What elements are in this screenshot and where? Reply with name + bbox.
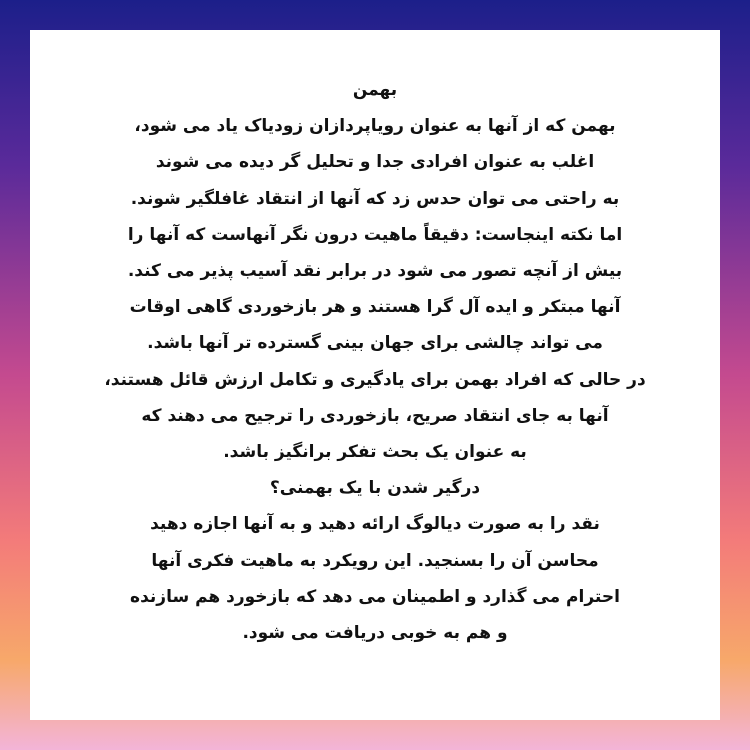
- text-line: اما نکته اینجاست: دقیقاً ماهیت درون نگر آنهاست که آنها را: [127, 224, 623, 245]
- text-line: به راحتی می توان حدس زد که آنها از انتقاد غافلگیر شوند.: [130, 188, 620, 209]
- text-line: محاسن آن را بسنجید. این رویکرد به ماهیت فکری آنها: [151, 550, 599, 571]
- post-title: بهمن: [352, 80, 398, 100]
- text-line: درگیر شدن با یک بهمنی؟: [269, 478, 481, 499]
- text-line: بیش از آنچه تصور می شود در برابر نقد آسیب پذیر می کند.: [127, 261, 623, 282]
- text-line: در حالی که افراد بهمن برای یادگیری و تکامل ارزش قائل هستند،: [104, 369, 646, 390]
- text-line: احترام می گذارد و اطمینان می دهد که بازخورد هم سازنده: [130, 586, 620, 607]
- text-line: می تواند چالشی برای جهان بینی گسترده تر آنها باشد.: [147, 333, 603, 354]
- post-card: [30, 30, 720, 720]
- text-line: نقد را به صورت دیالوگ ارائه دهید و به آنها اجازه دهید: [150, 514, 600, 535]
- text-line: آنها مبتکر و ایده آل گرا هستند و هر بازخوردی گاهی اوقات: [129, 297, 621, 318]
- text-line: آنها به جای انتقاد صریح، بازخوردی را ترجیح می دهند که: [141, 405, 609, 426]
- text-line: و هم به خوبی دریافت می شود.: [242, 623, 508, 644]
- post-text: [30, 30, 720, 651]
- text-line: بهمن که از آنها به عنوان رویاپردازان زودیاک یاد می شود،: [134, 116, 616, 137]
- text-line: اغلب به عنوان افرادی جدا و تحلیل گر دیده می شوند: [155, 152, 595, 173]
- text-line: به عنوان یک بحث تفکر برانگیز باشد.: [223, 442, 527, 463]
